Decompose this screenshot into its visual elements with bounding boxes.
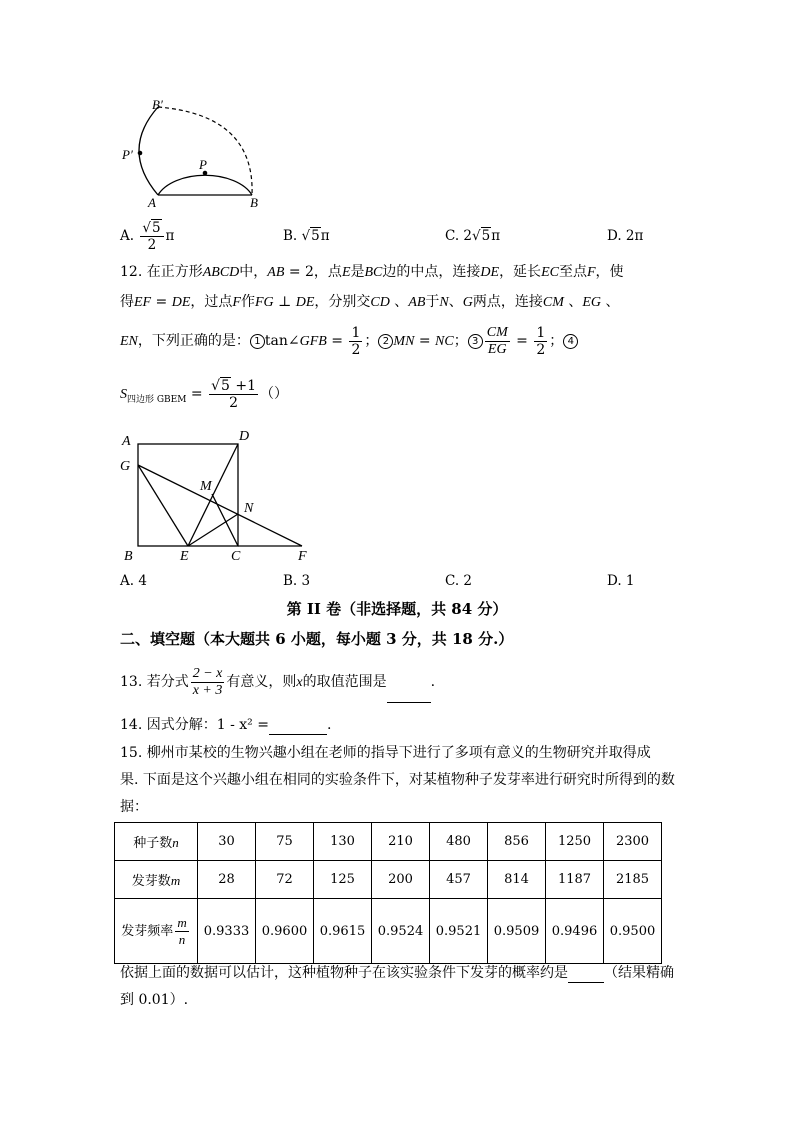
section2-title: 二、填空题（本大题共 6 小题，每小题 3 分，共 18 分.） — [120, 630, 514, 648]
point-p-prime — [138, 151, 143, 156]
part2-title: 第 II 卷（非选择题，共 84 分） — [286, 600, 508, 618]
circled-number: 3 — [468, 334, 483, 349]
table-row: 发芽频率 $\frac{m}{n}$ 0.9333 0.9600 0.9615 0.9524 0.9521 0.9509 0.9496 0.9500 — [115, 899, 662, 964]
answer-blank[interactable] — [269, 720, 327, 735]
label-p-prime: P′ — [122, 147, 133, 162]
q12-line-1: 12. 在正方形ABCD中，AB = 2，点E是BC边的中点，连接DE，延长EC至点F，使 — [120, 264, 624, 280]
label-b: B — [124, 549, 133, 564]
fraction: $\frac{√5}{2}$ — [140, 220, 163, 253]
figure-semicircle — [110, 95, 280, 210]
label-e: E — [180, 549, 189, 564]
answer-blank[interactable] — [568, 968, 604, 983]
label-d: D — [239, 429, 250, 444]
label-b-prime: B′ — [152, 97, 163, 112]
table-row: 种子数n 30 75 130 210 480 856 1250 2300 — [115, 823, 662, 861]
q11-option-c[interactable]: C. 2√5π — [445, 228, 501, 244]
label-a: A — [148, 195, 156, 210]
answer-blank[interactable] — [387, 688, 431, 703]
q14: 14. 因式分解：1 - x² = . — [120, 717, 332, 733]
q15-line-1: 15. 柳州市某校的生物兴趣小组在老师的指导下进行了多项有意义的生物研究并取得成 — [120, 745, 651, 761]
q12-option-a[interactable]: A. 4 — [120, 573, 147, 589]
label-c: C — [231, 549, 241, 564]
rotated-arc — [139, 107, 158, 195]
fraction: $\frac{2 - x}{x + 3}$ — [192, 665, 223, 698]
q15-after-1: 依据上面的数据可以估计，这种植物种子在该实验条件下发芽的概率约是 （结果精确 — [120, 965, 674, 981]
circled-number: 2 — [378, 334, 393, 349]
circled-number: 4 — [563, 334, 578, 349]
label-b: B — [250, 195, 258, 210]
label-m: M — [200, 479, 212, 494]
label-n: N — [244, 501, 254, 516]
label-p: P — [199, 157, 207, 172]
q11-option-a[interactable]: A. $\frac{√5}{2}$ π — [120, 220, 175, 253]
q11-option-d[interactable]: D. 2π — [607, 228, 644, 244]
segment-cm — [212, 494, 238, 546]
q15-line-3: 据： — [120, 799, 148, 815]
q12-option-b[interactable]: B. 3 — [283, 573, 311, 589]
label-g: G — [120, 459, 131, 474]
q12-line-4: $S_{四边形 GBEM}$ = $\frac{√5 +1}{2}$ （） — [120, 377, 289, 411]
square-abcd — [138, 444, 238, 546]
q12-option-d[interactable]: D. 1 — [607, 573, 635, 589]
q12-line-3: EN，下列正确的是： 1 tan∠GFB = $\frac{1}{2}$ ； 2 MN = NC； 3 $\frac{CM}{EG}$ = $\frac{1}{2}$ ； 4 — [120, 322, 680, 361]
small-arc — [158, 175, 252, 195]
q11-option-b[interactable]: B. √5π — [283, 228, 330, 244]
circled-number: 1 — [250, 334, 265, 349]
q12-line-2: 得EF = DE，过点F作FG ⊥ DE，分别交CD 、AB于N、G两点，连接CM 、EG 、 — [120, 294, 620, 310]
label-f: F — [298, 549, 307, 564]
q12-option-c[interactable]: C. 2 — [445, 573, 473, 589]
q13: 13. 若分式 $\frac{2 - x}{x + 3}$ 有意义，则x的取值范围是 . — [120, 662, 680, 703]
table-row: 发芽数m 28 72 125 200 457 814 1187 2185 — [115, 861, 662, 899]
germination-table — [114, 822, 662, 964]
label-a: A — [122, 434, 131, 449]
q15-line-2: 果. 下面是这个兴趣小组在相同的实验条件下，对某植物种子发芽率进行研究时所得到的数 — [120, 772, 675, 788]
figure-square — [112, 428, 322, 568]
dashed-arc — [158, 107, 252, 195]
q15-after-2: 到 0.01）. — [120, 992, 189, 1008]
